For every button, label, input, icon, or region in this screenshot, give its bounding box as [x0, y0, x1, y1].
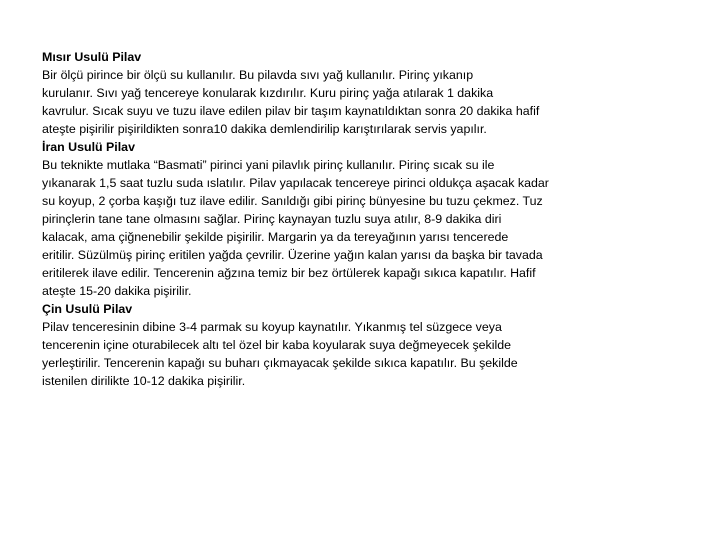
text-line: ateşte 15-20 dakika pişirilir.	[42, 284, 192, 298]
section-title: Çin Usulü Pilav	[42, 302, 133, 316]
text-line: Pilav tenceresinin dibine 3-4 parmak su koyup kaynatılır. Yıkanmış tel süzgece veya	[42, 320, 502, 334]
text-line: eritilir. Süzülmüş pirinç eritilen yağda çevrilir. Üzerine yağın kalan yarısı da başka bir tavada	[42, 248, 543, 262]
document-body	[42, 48, 602, 390]
text-line: pirinçlerin tane tane olmasını sağlar. Pirinç kaynayan tuzlu suya atılır, 8-9 dakika diri	[42, 212, 502, 226]
text-line: Bu teknikte mutlaka “Basmati” pirinci yani pilavlık pirinç kullanılır. Pirinç sıcak su ile	[42, 158, 495, 172]
text-line: tencerenin içine oturabilecek altı tel özel bir kaba koyularak suya değmeyecek şekilde	[42, 338, 512, 352]
text-line: yıkanarak 1,5 saat tuzlu suda ıslatılır. Pilav yapılacak tencereye pirinci oldukça aşacak kadar	[42, 176, 549, 190]
text-line: eritilerek ilave edilir. Tencerenin ağzına temiz bir bez örtülerek kapağı sıkıca kapatılır. Hafif	[42, 266, 536, 280]
text-line: kavrulur. Sıcak suyu ve tuzu ilave edilen pilav bir taşım kaynatıldıktan sonra 20 dakika hafif	[42, 104, 540, 118]
section-title: Mısır Usulü Pilav	[42, 50, 142, 64]
text-line: kalacak, ama çiğnenebilir şekilde pişirilir. Margarin ya da tereyağının yarısı tencerede	[42, 230, 509, 244]
section-title: İran Usulü Pilav	[42, 140, 135, 154]
text-line: yerleştirilir. Tencerenin kapağı su buharı çıkmayacak şekilde sıkıca kapatılır. Bu şekilde	[42, 356, 518, 370]
section-iran	[42, 138, 602, 300]
section-misir	[42, 48, 602, 138]
text-line: istenilen dirilikte 10-12 dakika pişirilir.	[42, 374, 246, 388]
text-line: su koyup, 2 çorba kaşığı tuz ilave edilir. Sanıldığı gibi pirinç bünyesine bu tuzu çekmez. Tuz	[42, 194, 543, 208]
section-cin	[42, 300, 602, 390]
text-line: Bir ölçü pirince bir ölçü su kullanılır. Bu pilavda sıvı yağ kullanılır. Pirinç yıkanıp	[42, 68, 474, 82]
text-line: kurulanır. Sıvı yağ tencereye konularak kızdırılır. Kuru pirinç yağa atılarak 1 dakika	[42, 86, 494, 100]
text-line: ateşte pişirilir pişirildikten sonra10 dakika demlendirilip karıştırılarak servis yapılır.	[42, 122, 487, 136]
